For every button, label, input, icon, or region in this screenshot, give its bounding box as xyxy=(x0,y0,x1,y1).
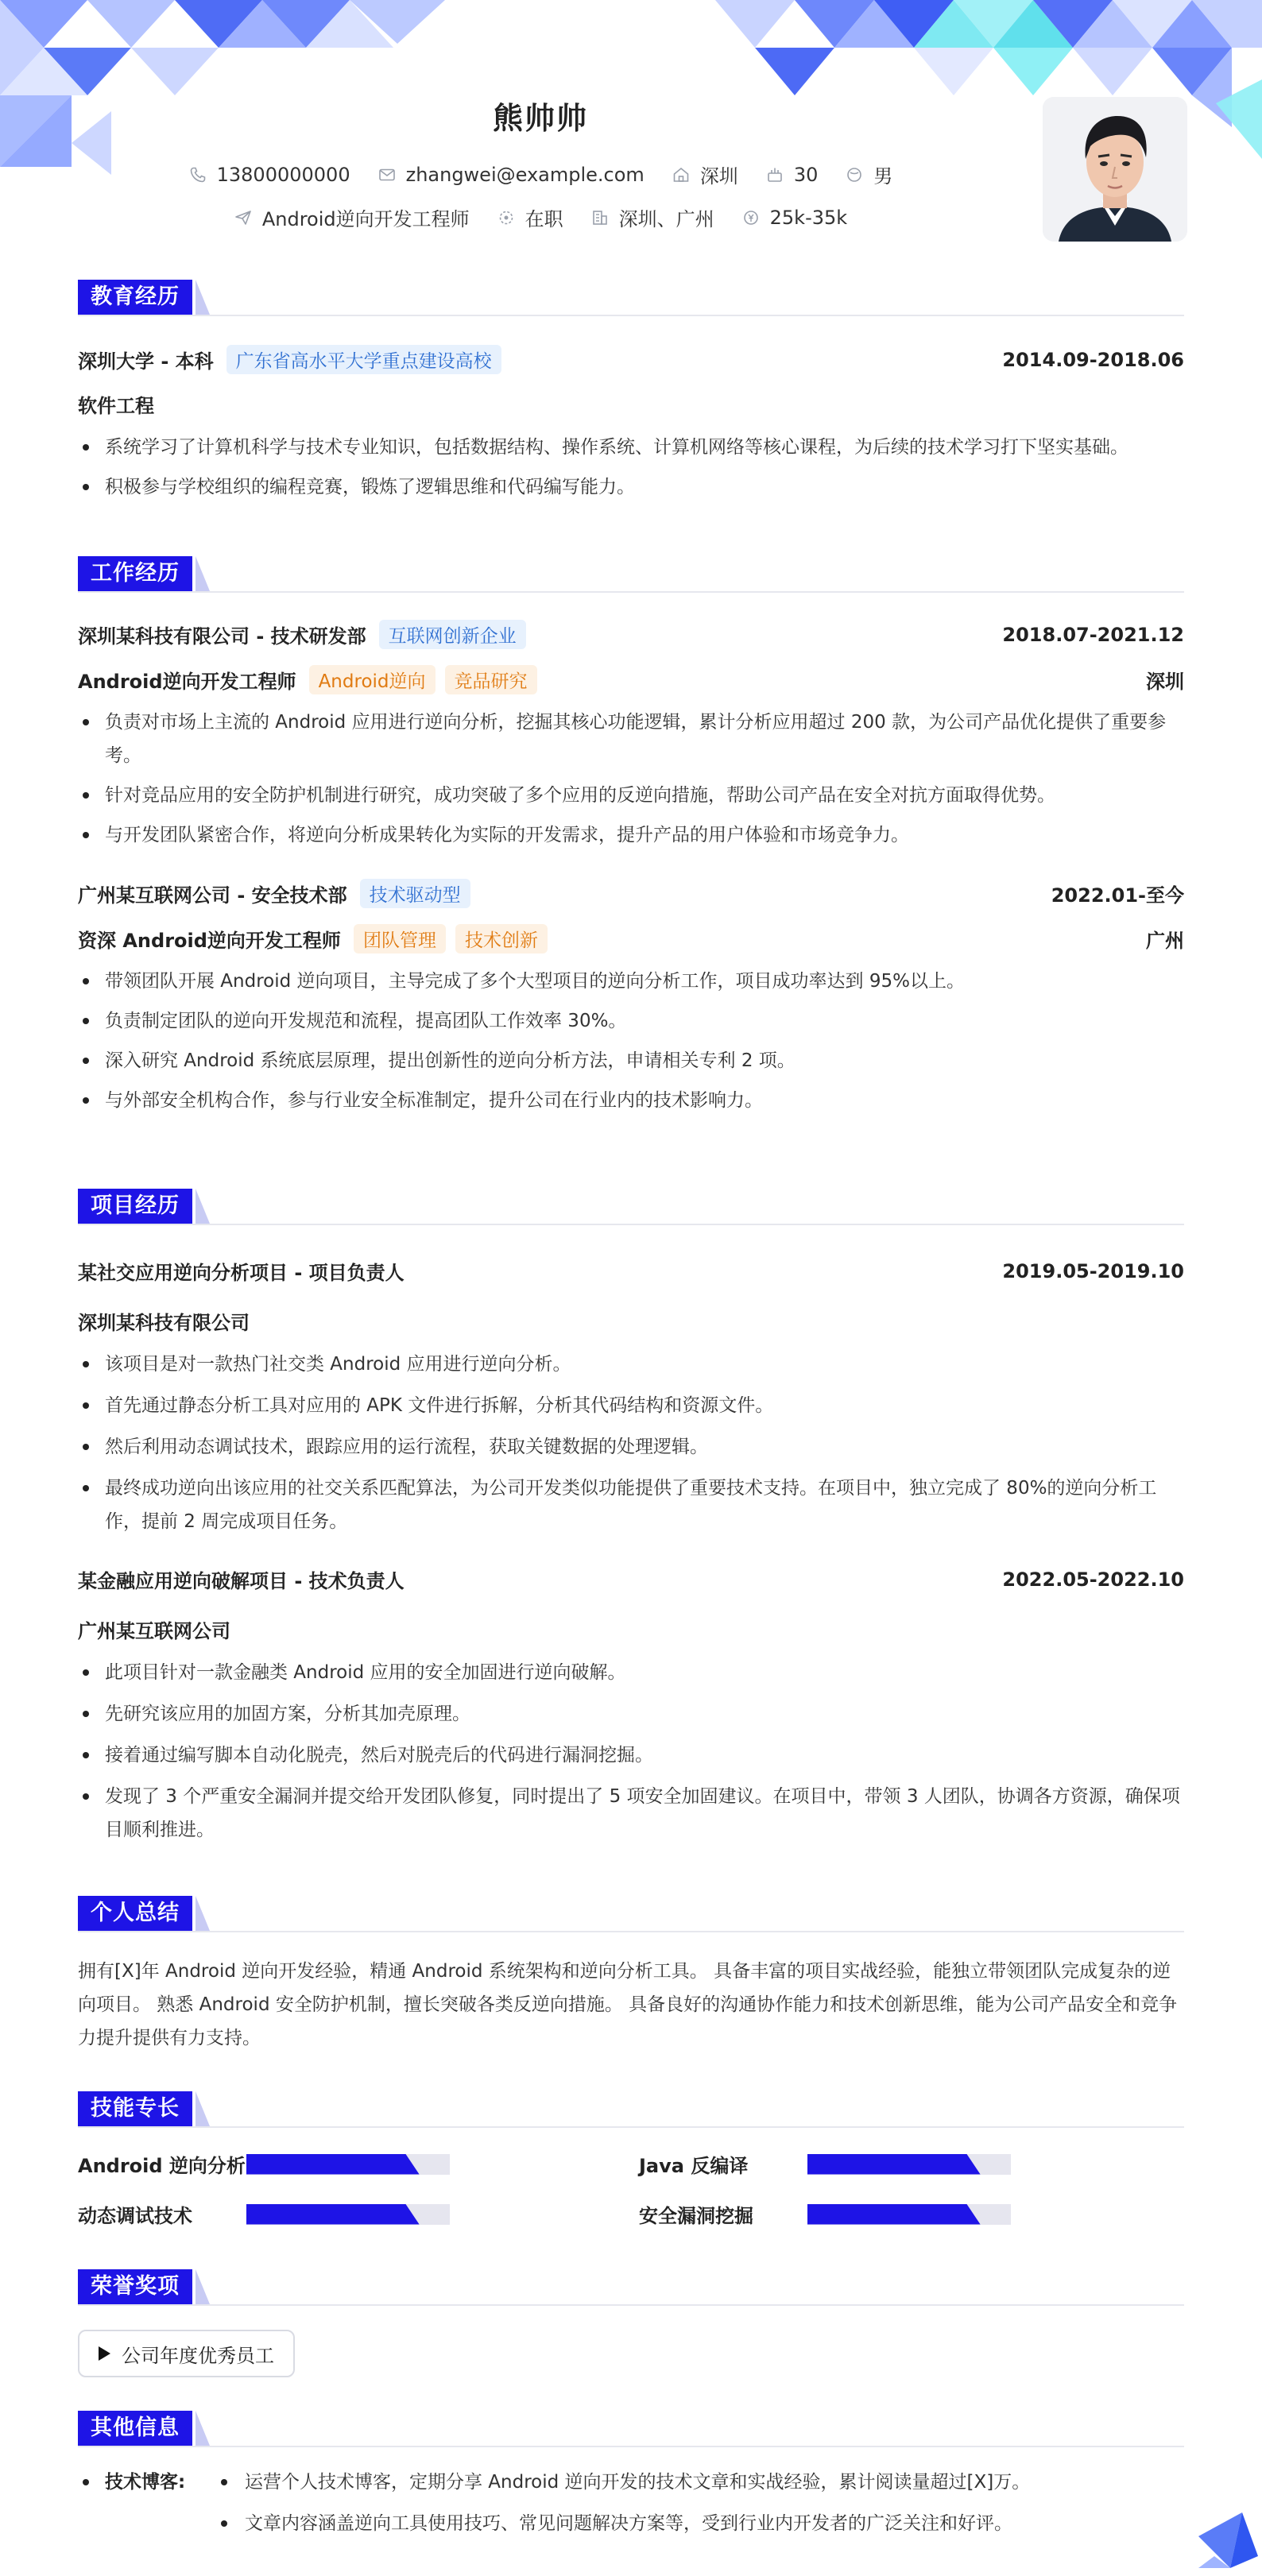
education-school-group xyxy=(78,345,501,374)
list-item: 带领团队开展 Android 逆向项目，主导完成了多个大型项目的逆向分析工作，项目成功率达到 95%以上。 xyxy=(78,965,1184,998)
project-1-bullets xyxy=(78,1348,1184,1538)
project-company: 广州某互联网公司 xyxy=(78,1620,230,1642)
gender-text: 男 xyxy=(873,165,893,188)
work-entry-2-bullets xyxy=(78,965,1184,1117)
other-blog-row xyxy=(78,2462,1184,2544)
salary-icon xyxy=(741,208,761,227)
education-entry xyxy=(78,345,1184,374)
skill-bar xyxy=(246,2154,450,2175)
list-item: 与开发团队紧密合作，将逆向分析成果转化为实际的开发需求，提升产品的用户体验和市场竞争力。 xyxy=(78,818,1184,852)
awards-section xyxy=(78,2269,1184,2377)
major-name: 软件工程 xyxy=(78,395,154,417)
section-header xyxy=(78,2269,1184,2306)
skill-tag: Android逆向 xyxy=(309,665,436,694)
section-divider xyxy=(78,2446,1184,2447)
list-item: 此项目针对一款金融类 Android 应用的安全加固进行逆向破解。 xyxy=(78,1656,1184,1689)
section-title-tail xyxy=(195,2091,210,2126)
resume-header xyxy=(0,0,1262,254)
target-city-text: 深圳、广州 xyxy=(618,208,714,230)
work-section xyxy=(78,556,1184,1117)
phone-text: 13800000000 xyxy=(216,163,350,186)
company-tag: 互联网创新企业 xyxy=(379,620,526,649)
skill-bar xyxy=(807,2204,1011,2225)
section-divider xyxy=(78,591,1184,593)
other-title: 其他信息 xyxy=(78,2411,192,2446)
job-title-info xyxy=(234,203,470,231)
projects-section xyxy=(78,1189,1184,1847)
work-location: 广州 xyxy=(1146,930,1184,952)
gender-icon xyxy=(845,165,864,184)
blog-label: 技术博客: xyxy=(78,2462,218,2544)
gender-info xyxy=(845,161,892,188)
skills-section xyxy=(78,2091,1184,2228)
work-entry-2-header xyxy=(78,879,1184,908)
projects-title: 项目经历 xyxy=(78,1189,192,1224)
project-2-header xyxy=(78,1565,1184,1593)
list-item: 积极参与学校组织的编程竞赛，锻炼了逻辑思维和代码编写能力。 xyxy=(78,470,1184,504)
avatar-illustration xyxy=(1043,97,1187,242)
summary-text: 拥有[X]年 Android 逆向开发经验，精通 Android 系统架构和逆向分析工具。 具备丰富的项目实战经验，能独立带领团队完成复杂的逆向项目。 熟悉 Android 安全防护机制，擅长突破各类反逆向措施。 具备良好的沟通协作能力和技术创新思维，能为公司产品安全和竞争力提升提供有力支持。 xyxy=(78,1961,1178,2048)
section-title-tail xyxy=(195,2411,210,2446)
skill-name: Android 逆向分析 xyxy=(78,2155,246,2177)
work-entry-2-position xyxy=(78,924,1184,953)
list-item: 运营个人技术博客，定期分享 Android 逆向开发的技术文章和实战经验，累计阅读量超过[X]万。 xyxy=(218,2462,1030,2503)
project-1-company xyxy=(78,1307,1184,1335)
list-item: 文章内容涵盖逆向工具使用技巧、常见问题解决方案等，受到行业内开发者的广泛关注和好评。 xyxy=(218,2503,1030,2544)
company-tag: 技术驱动型 xyxy=(360,879,470,908)
skill-name: Java 反编译 xyxy=(639,2155,749,2177)
skill-bar-fill xyxy=(246,2154,420,2175)
list-item: 该项目是对一款热门社交类 Android 应用进行逆向分析。 xyxy=(78,1348,1184,1381)
list-item: 针对竞品应用的安全防护机制进行研究，成功突破了多个应用的反逆向措施，帮助公司产品在安全对抗方面取得优势。 xyxy=(78,779,1184,812)
summary-title: 个人总结 xyxy=(78,1896,192,1931)
skills-title: 技能专长 xyxy=(78,2091,192,2126)
list-item: 系统学习了计算机科学与技术专业知识，包括数据结构、操作系统、计算机网络等核心课程，为后续的技术学习打下坚实基础。 xyxy=(78,431,1184,464)
project-title: 某金融应用逆向破解项目 - 技术负责人 xyxy=(78,1570,405,1592)
work-company-group xyxy=(78,620,526,649)
list-item: 与外部安全机构合作，参与行业安全标准制定，提升公司在行业内的技术影响力。 xyxy=(78,1084,1184,1117)
list-item: 最终成功逆向出该应用的社交关系匹配算法，为公司开发类似功能提供了重要技术支持。在项目中，独立完成了 80%的逆向分析工作，提前 2 周完成项目任务。 xyxy=(78,1472,1184,1538)
send-icon xyxy=(234,208,253,227)
list-item: 深入研究 Android 系统底层原理，提出创新性的逆向分析方法，申请相关专利 2 项。 xyxy=(78,1044,1184,1077)
section-header xyxy=(78,1189,1184,1225)
salary-text: 25k-35k xyxy=(769,206,848,229)
skill-item xyxy=(639,2200,1184,2228)
section-title-tail xyxy=(195,280,210,315)
work-entry-1-position xyxy=(78,665,1184,694)
work-entry-1-bullets xyxy=(78,706,1184,852)
age-info xyxy=(765,164,819,186)
education-bullets xyxy=(78,431,1184,504)
section-header xyxy=(78,556,1184,593)
position-group xyxy=(78,924,548,953)
project-2-company xyxy=(78,1615,1184,1643)
age-text: 30 xyxy=(793,163,819,186)
skills-grid xyxy=(78,2150,1184,2228)
status-icon xyxy=(497,208,516,227)
project-1-header xyxy=(78,1257,1184,1285)
skill-bar-fill xyxy=(807,2154,981,2175)
position-name: 资深 Android逆向开发工程师 xyxy=(78,930,341,952)
building-icon xyxy=(590,208,610,227)
section-title-tail xyxy=(195,1896,210,1931)
company-name: 深圳某科技有限公司 - 技术研发部 xyxy=(78,625,366,648)
awards-list xyxy=(78,2330,1184,2377)
profile-photo xyxy=(1043,97,1187,242)
skill-item xyxy=(78,2150,639,2178)
section-divider xyxy=(78,315,1184,316)
list-item: 然后利用动态调试技术，跟踪应用的运行流程，获取关键数据的处理逻辑。 xyxy=(78,1430,1184,1464)
mail-icon xyxy=(377,165,397,184)
skill-tag: 竞品研究 xyxy=(445,665,537,694)
school-tag: 广东省高水平大学重点建设高校 xyxy=(226,345,501,374)
section-header xyxy=(78,1896,1184,1932)
list-item: 发现了 3 个严重安全漏洞并提交给开发团队修复，同时提出了 5 项安全加固建议。在项目中，带领 3 人团队，协调各方资源，确保项目顺利推进。 xyxy=(78,1780,1184,1847)
section-header xyxy=(78,2091,1184,2128)
email-info xyxy=(377,164,645,186)
skill-bar xyxy=(246,2204,450,2225)
section-title-tail xyxy=(195,1189,210,1224)
section-title-tail xyxy=(195,2269,210,2304)
education-title: 教育经历 xyxy=(78,280,192,315)
phone-icon xyxy=(188,165,207,184)
education-section xyxy=(78,280,1184,504)
major-row xyxy=(78,390,1184,418)
list-item: 负责对市场上主流的 Android 应用进行逆向分析，挖掘其核心功能逻辑，累计分析应用超过 200 款，为公司产品优化提供了重要参考。 xyxy=(78,706,1184,772)
school-name: 深圳大学 - 本科 xyxy=(78,350,214,373)
work-entry-1-header xyxy=(78,620,1184,649)
project-company: 深圳某科技有限公司 xyxy=(78,1312,250,1334)
city-info xyxy=(672,161,738,188)
contact-row xyxy=(0,161,1081,188)
email-text: zhangwei@example.com xyxy=(405,163,645,186)
work-date: 2022.01-至今 xyxy=(1051,884,1184,907)
skill-bar xyxy=(807,2154,1011,2175)
section-divider xyxy=(78,2126,1184,2128)
section-header xyxy=(78,2411,1184,2447)
skill-item xyxy=(639,2150,1184,2178)
section-divider xyxy=(78,1931,1184,1932)
work-date: 2018.07-2021.12 xyxy=(1002,623,1184,646)
play-icon xyxy=(99,2346,110,2361)
status-text: 在职 xyxy=(525,208,563,230)
list-item: 首先通过静态分析工具对应用的 APK 文件进行拆解，分析其代码结构和资源文件。 xyxy=(78,1389,1184,1422)
blog-items xyxy=(218,2462,1030,2544)
status-info xyxy=(497,203,563,231)
target-city-info xyxy=(590,203,714,231)
skill-bar-fill xyxy=(246,2204,420,2225)
section-divider xyxy=(78,1224,1184,1225)
project-2-bullets xyxy=(78,1656,1184,1847)
awards-title: 荣誉奖项 xyxy=(78,2269,192,2304)
list-item: 先研究该应用的加固方案，分析其加壳原理。 xyxy=(78,1697,1184,1731)
company-name: 广州某互联网公司 - 安全技术部 xyxy=(78,884,347,907)
candidate-name: 熊帅帅 xyxy=(492,101,588,136)
salary-info xyxy=(741,207,848,229)
skill-bar-fill xyxy=(807,2204,981,2225)
work-location: 深圳 xyxy=(1146,671,1184,693)
award-name: 公司年度优秀员工 xyxy=(122,2344,274,2367)
other-section xyxy=(78,2411,1184,2544)
position-group xyxy=(78,665,537,694)
section-title-tail xyxy=(195,556,210,591)
education-date: 2014.09-2018.06 xyxy=(1002,348,1184,371)
project-title: 某社交应用逆向分析项目 - 项目负责人 xyxy=(78,1262,405,1284)
phone-info xyxy=(188,164,350,186)
summary-section xyxy=(78,1896,1184,2055)
section-header xyxy=(78,280,1184,316)
section-divider xyxy=(78,2304,1184,2306)
work-company-group xyxy=(78,879,470,908)
skill-tag: 团队管理 xyxy=(354,924,446,953)
city-text: 深圳 xyxy=(699,165,738,188)
home-icon xyxy=(672,165,691,184)
job-title-text: Android逆向开发工程师 xyxy=(261,208,470,230)
list-item: 负责制定团队的逆向开发规范和流程，提高团队工作效率 30%。 xyxy=(78,1004,1184,1038)
list-item: 接着通过编写脚本自动化脱壳，然后对脱壳后的代码进行漏洞挖掘。 xyxy=(78,1739,1184,1772)
project-date: 2019.05-2019.10 xyxy=(1002,1259,1184,1282)
skill-name: 安全漏洞挖掘 xyxy=(639,2205,753,2227)
skill-name: 动态调试技术 xyxy=(78,2205,192,2227)
position-name: Android逆向开发工程师 xyxy=(78,671,296,693)
project-date: 2022.05-2022.10 xyxy=(1002,1568,1184,1591)
award-badge xyxy=(78,2330,295,2377)
skill-item xyxy=(78,2200,639,2228)
job-row xyxy=(0,203,1081,231)
skill-tag: 技术创新 xyxy=(455,924,548,953)
age-icon xyxy=(765,165,784,184)
work-title: 工作经历 xyxy=(78,556,192,591)
